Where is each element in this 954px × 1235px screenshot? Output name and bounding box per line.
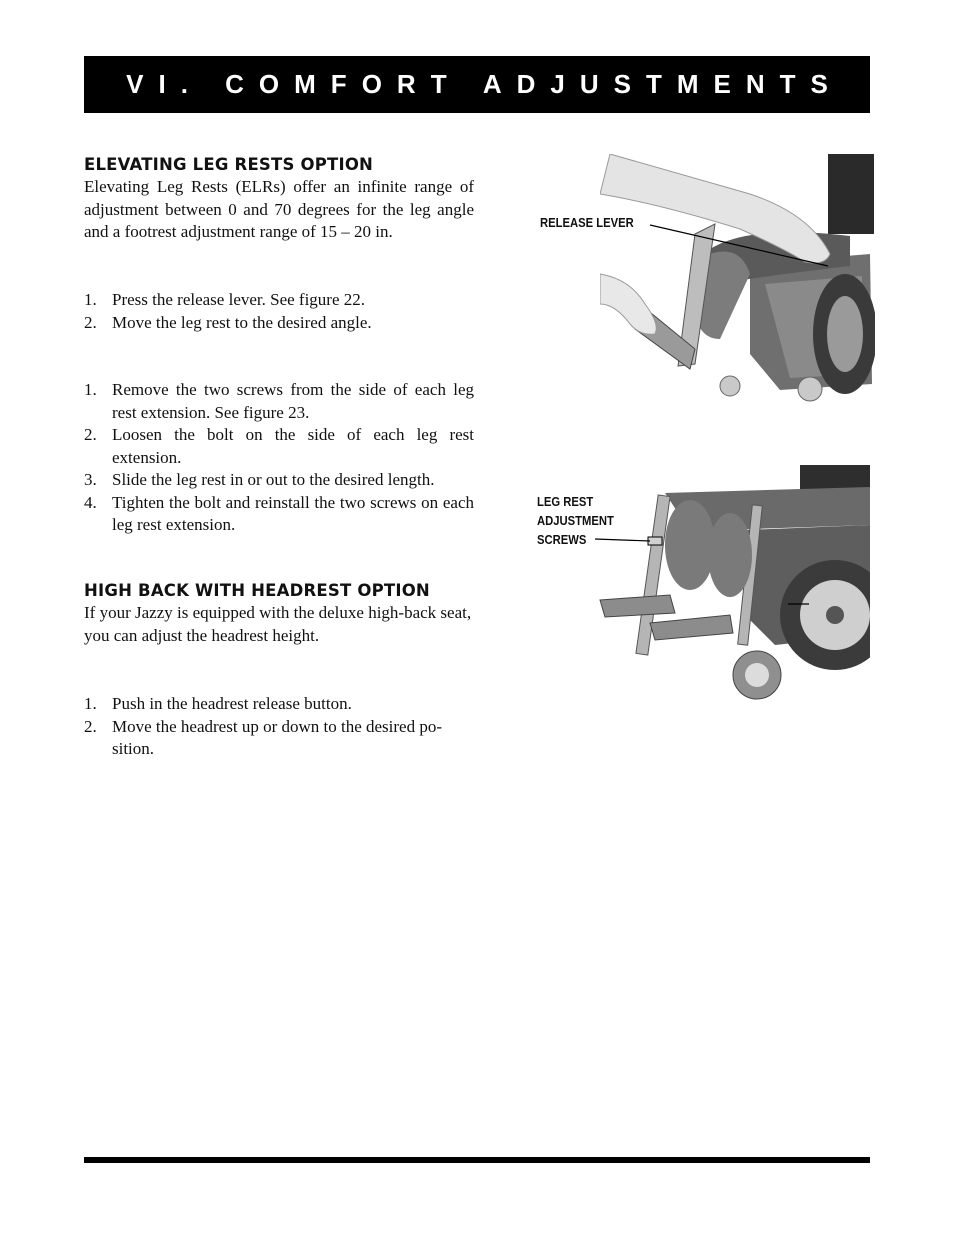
list-item: 2. Move the headrest up or down to the desired po-sition.	[84, 716, 442, 758]
headrest-heading: HIGH BACK WITH HEADREST OPTION	[84, 581, 430, 600]
elr-length-steps	[84, 379, 474, 537]
list-item: 1. Remove the two screws from the side of each leg rest extension. See figure 23.	[84, 380, 474, 422]
list-item: 3. Slide the leg rest in or out to the desired length.	[84, 470, 435, 489]
elr-section	[84, 154, 474, 244]
elr-heading: ELEVATING LEG RESTS OPTION	[84, 155, 374, 174]
elr-intro: Elevating Leg Rests (ELRs) offer an infinite range of adjustment between 0 and 70 degrees for the leg angle and a footrest adjustment range of 15 – 20 in.	[84, 177, 474, 241]
figure-23-photo	[595, 465, 870, 703]
list-item: 4. Tighten the bolt and reinstall the two screws on each leg rest extension.	[84, 492, 474, 534]
elr-angle-steps	[84, 289, 474, 334]
adjustment-screws-callout: LEG REST ADJUSTMENT SCREWS	[537, 495, 614, 547]
list-item: 2. Move the leg rest to the desired angle.	[84, 312, 372, 332]
release-lever-callout: RELEASE LEVER	[540, 216, 634, 230]
headrest-steps	[84, 693, 474, 761]
footer-rule	[84, 1157, 870, 1163]
list-item: 2. Loosen the bolt on the side of each leg rest extension.	[84, 425, 474, 467]
chapter-header-bar	[84, 56, 870, 113]
list-item: 1. Press the release lever. See figure 22.	[84, 290, 366, 309]
headrest-section	[84, 580, 474, 647]
chapter-title: VI. COMFORT ADJUSTMENTS	[126, 69, 843, 99]
figure-22-photo	[600, 154, 875, 404]
headrest-intro: If your Jazzy is equipped with the deluxe high-back seat, you can adjust the headrest height.	[84, 603, 472, 645]
list-item: 1. Push in the headrest release button.	[84, 694, 352, 713]
